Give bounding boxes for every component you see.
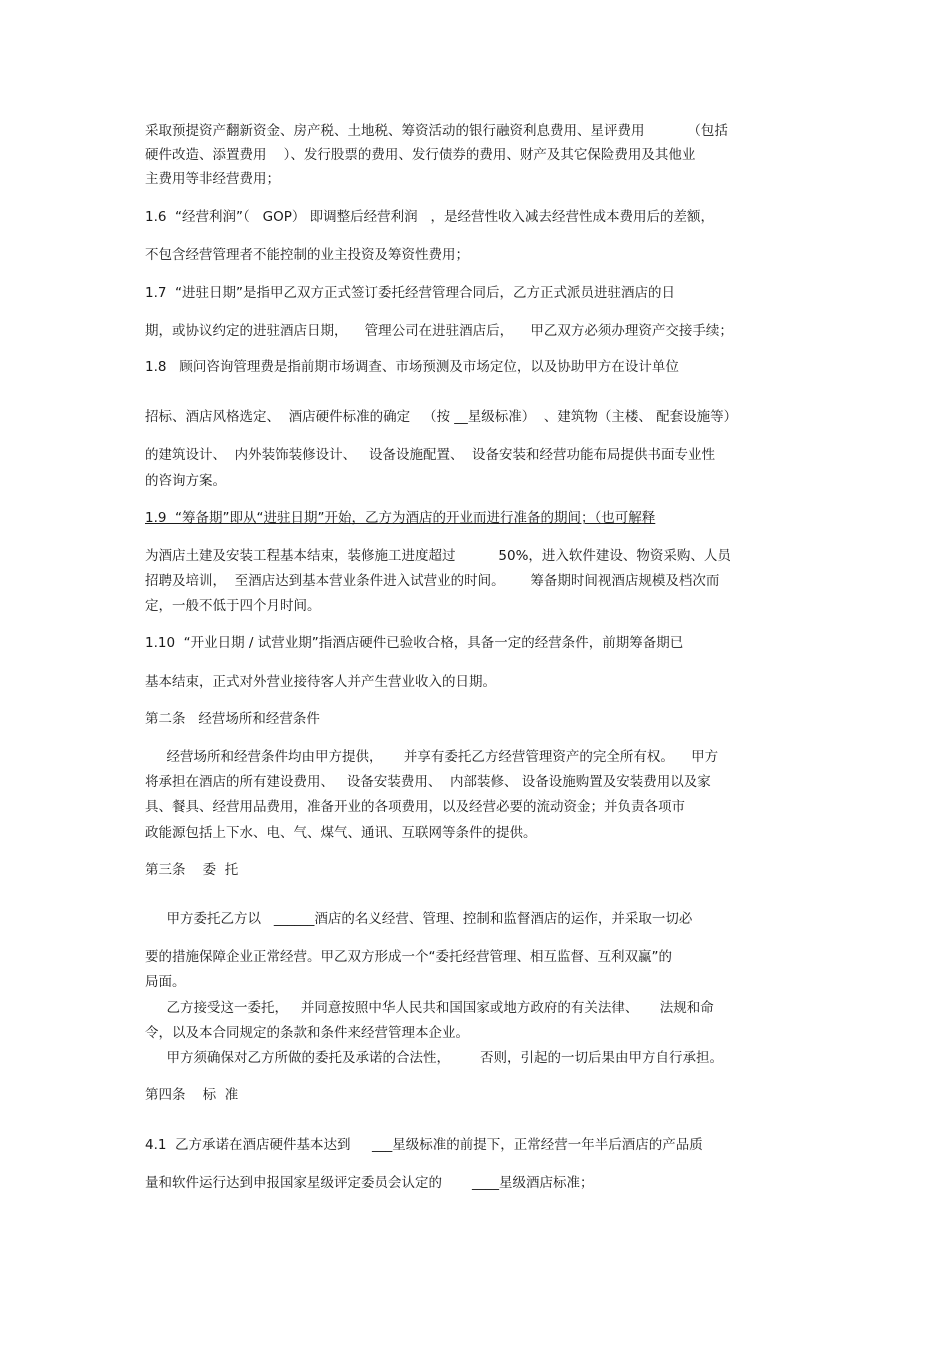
text-line: 将承担在酒店的所有建设费用、 设备安装费用、 内部装修、 设备设施购置及安装费用以及家 [145,774,711,790]
text-line: 1.10 “开业日期 / 试营业期”指酒店硬件已验收合格，具备一定的经营条件，前期筹备期已 [145,635,684,651]
text-line: 1.7 “进驻日期”是指甲乙双方正式签订委托经营管理合同后，乙方正式派员进驻酒店的日 [145,285,676,301]
text-line: 为酒店土建及安装工程基本结束，装修施工进度超过 50%，进入软件建设、物资采购、人员 [145,548,731,564]
text-line-underlined: 1.9 “筹备期”即从“进驻日期”开始，乙方为酒店的开业而进行准备的期间；（也可解释 [145,510,656,526]
text-line: 甲方委托乙方以 ______酒店的名义经营、管理、控制和监督酒店的运作，并采取一切必 [145,911,693,927]
section-heading: 第四条 标 准 [145,1087,239,1103]
text-line: 令，以及本合同规定的条款和条件来经营管理本企业。 [145,1025,469,1041]
text-line: 招标、酒店风格选定、 酒店硬件标准的确定 （按 __星级标准） 、建筑物（主楼、 配套设施等） [145,409,738,425]
text-line: 主费用等非经营费用； [145,171,280,187]
section-heading: 第三条 委 托 [145,862,239,878]
text-line: 要的措施保障企业正常经营。甲乙双方形成一个“委托经营管理、相互监督、互利双赢”的 [145,949,672,965]
text-line: 1.6 “经营利润”（ GOP） 即调整后经营利润 ，是经营性收入减去经营性成本费用后的差额， [145,209,715,225]
text-line: 硬件改造、添置费用 ）、发行股票的费用、发行债券的费用、财产及其它保险费用及其他业 [145,147,696,163]
text-line: 政能源包括上下水、电、气、煤气、通讯、互联网等条件的提供。 [145,825,537,841]
text-line: 的建筑设计、 内外装饰装修设计、 设备设施配置、 设备安装和经营功能布局提供书面专业性 [145,447,716,463]
text-line: 招聘及培训， 至酒店达到基本营业条件进入试营业的时间。 筹备期时间视酒店规模及档次而 [145,573,720,589]
text-line: 定，一般不低于四个月时间。 [145,598,321,614]
text-line: 局面。 [145,974,186,990]
text-line: 量和软件运行达到申报国家星级评定委员会认定的 ____星级酒店标准； [145,1175,594,1191]
text-line: 采取预提资产翻新资金、房产税、土地税、筹资活动的银行融资利息费用、星评费用 （包括 [145,123,728,139]
text-line: 4.1 乙方承诺在酒店硬件基本达到 ___星级标准的前提下，正常经营一年半后酒店的产品质 [145,1137,703,1153]
text-line: 1.8 顾问咨询管理费是指前期市场调查、市场预测及市场定位，以及协助甲方在设计单位 [145,359,679,375]
text-line: 的咨询方案。 [145,473,226,489]
text-line: 具、餐具、经营用品费用，准备开业的各项费用，以及经营必要的流动资金；并负责各项市 [145,799,685,815]
text-line: 乙方接受这一委托， 并同意按照中华人民共和国国家或地方政府的有关法律、 法规和命 [145,1000,714,1016]
text-line: 经营场所和经营条件均由甲方提供， 并享有委托乙方经营管理资产的完全所有权。 甲方 [145,749,719,765]
text-line: 基本结束，正式对外营业接待客人并产生营业收入的日期。 [145,674,496,690]
text-line: 不包含经营管理者不能控制的业主投资及筹资性费用； [145,247,469,263]
text-line: 期，或协议约定的进驻酒店日期， 管理公司在进驻酒店后， 甲乙双方必须办理资产交接手续； [145,323,733,339]
section-heading: 第二条 经营场所和经营条件 [145,711,320,727]
text-line: 甲方须确保对乙方所做的委托及承诺的合法性， 否则，引起的一切后果由甲方自行承担。 [145,1050,723,1066]
